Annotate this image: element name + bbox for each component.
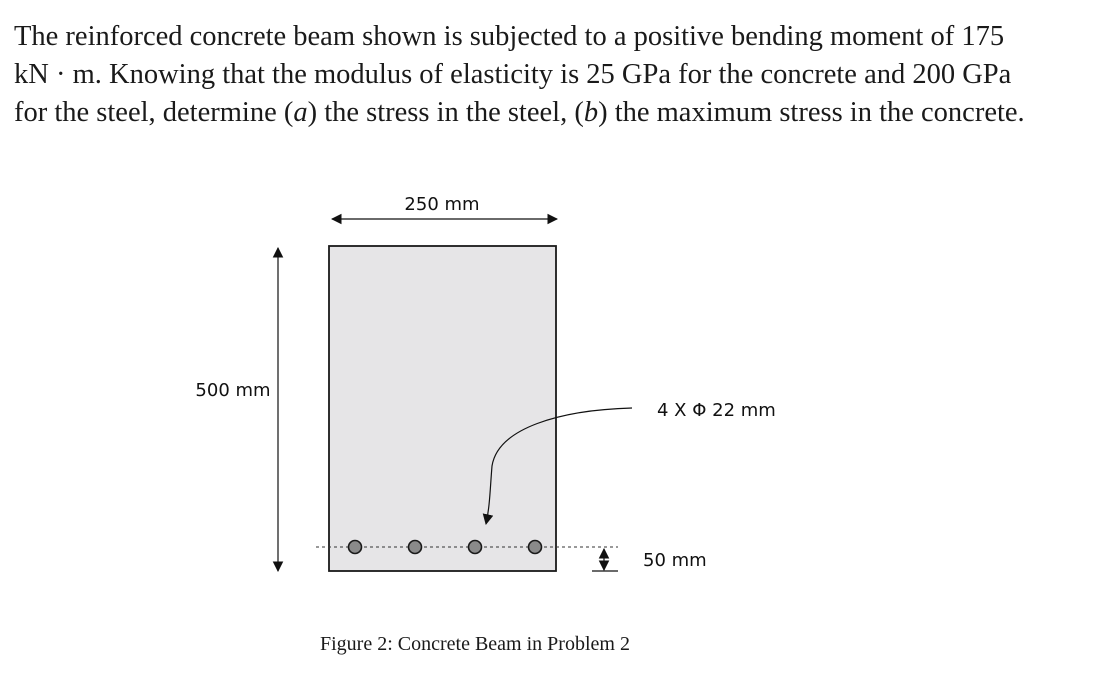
part-a-label: a — [293, 97, 308, 128]
part-b-label: b — [583, 97, 599, 128]
problem-line-3-start: for the steel, determine ( — [14, 97, 294, 128]
figure-caption: Figure 2: Concrete Beam in Problem 2 — [320, 633, 630, 655]
problem-line-1: The reinforced concrete beam shown is subjected to a positive bending moment of 175 — [14, 21, 1005, 52]
rebar-3 — [469, 541, 482, 554]
rebar-1 — [349, 541, 362, 554]
beam-section — [329, 246, 556, 571]
width-label: 250 mm — [404, 194, 480, 215]
problem-line-3-middle: ) the stress in the steel, ( — [307, 97, 584, 128]
height-label: 500 mm — [195, 380, 271, 401]
rebar-2 — [409, 541, 422, 554]
problem-line-2: kN · m. Knowing that the modulus of elasticity is 25 GPa for the concrete and 200 GPa — [14, 59, 1012, 90]
rebar-4 — [529, 541, 542, 554]
cover-label: 50 mm — [643, 550, 707, 571]
rebar-label: 4 X Φ 22 mm — [657, 400, 776, 421]
problem-line-3-end: ) the maximum stress in the concrete. — [598, 97, 1025, 128]
